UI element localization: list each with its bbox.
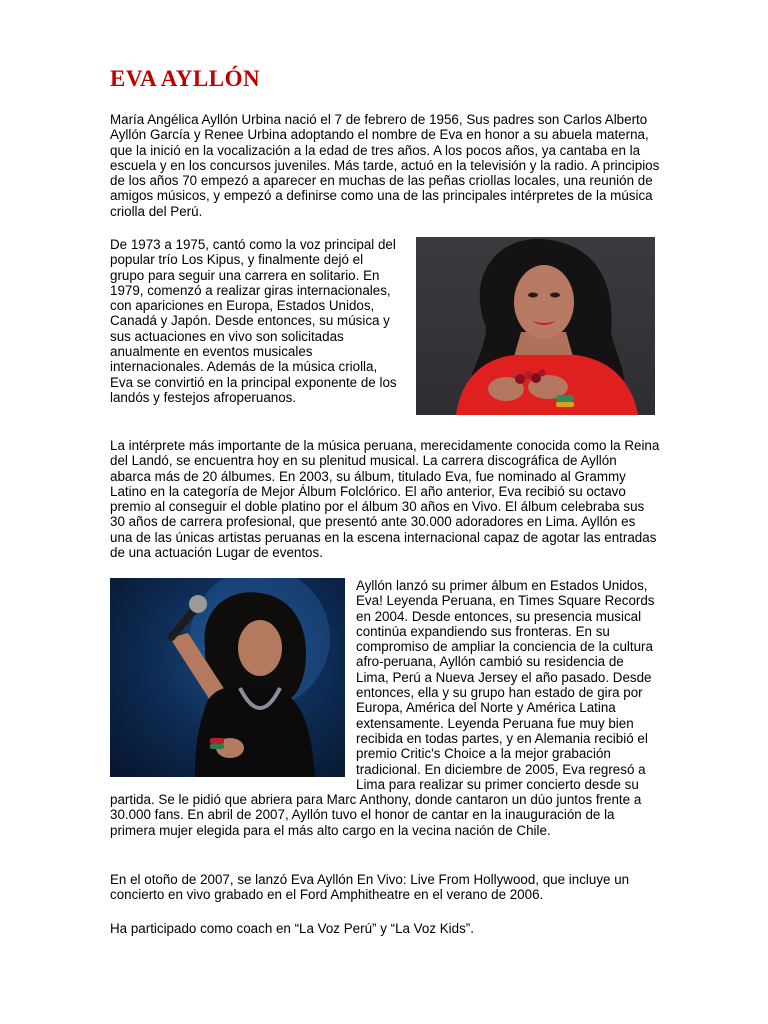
eva-portrait-photo [416,237,655,415]
image-wrap-spacer [110,578,356,778]
paragraph-career-start: De 1973 a 1975, cantó como la voz principal del popular trío Los Kipus, y finalmente dejó el grupo para seguir una carrera en solitario. En 1979, comenzó a realizar giras internacionales, con apariciones en Europa, Estados Unidos, Canadá y Japón. Desde entonces, su música y sus actuaciones en vivo son solicitadas anualmente en eventos musicales internacionales. Además de la música criolla, Eva se convirtió en la principal exponente de los landós y festejos afroperuanos. [110,237,397,405]
paragraph-international-career-text: Ayllón lanzó su primer álbum en Estados Unidos, Eva! Leyenda Peruana, en Times Square Records en 2004. Desde entonces, su presencia musical continúa expandiendo sus fronteras. En su compromiso de ampliar la conciencia de la cultura afro-peruana, Ayllón cambió su residencia de Lima, Perú a Nueva Jersey el año pasado. Desde entonces, ella y su grupo han estado de gira por Europa, América del Norte y América Latina extensamente. Leyenda Peruana fue muy bien recibida en todas partes, y en Alemania recibió el premio Critic's Choice a la mejor grabación tradicional. En diciembre de 2005, Eva regresó a Lima para realizar su primer concierto desde su partida. Se le pidió que abriera para Marc Anthony, donde cantaron un dúo juntos frente a 30.000 fans. En abril de 2007, Ayllón tuvo el honor de cantar en la inauguración de la primera mujer elegida para el más alto cargo en la vecina nación de Chile. [110,578,655,838]
paragraph-live-album: En el otoño de 2007, se lanzó Eva Ayllón En Vivo: Live From Hollywood, que incluye un concierto en vivo grabado en el Ford Amphitheatre en el verano de 2006. [110,872,630,903]
paragraph-discography: La intérprete más importante de la música peruana, merecidamente conocida como la Reina del Landó, se encuentra hoy en su plenitud musical. La carrera discográfica de Ayllón abarca más de 20 álbumes. En 2003, su álbum, titulado Eva, fue nominado al Grammy Latino en la categoría de Mejor Álbum Folclórico. El año anterior, Eva recibió su octavo premio al conseguir el doble platino por el álbum 30 años en Vivo. El álbum celebraba sus 30 años de carrera profesional, que presentó ante 30.000 adoradores en Lima. Ayllón es una de las únicas artistas peruanas en la escena internacional capaz de agotar las entradas de una actuación Lugar de eventos. [110,438,660,561]
paragraph-international-career [110,578,660,838]
paragraph-biography-intro: María Angélica Ayllón Urbina nació el 7 de febrero de 1956, Sus padres son Carlos Alberto Ayllón García y Renee Urbina adoptando el nombre de Eva en honor a su abuela materna, que la inició en la vocalización a la edad de tres años. A los pocos años, ya cantaba en la escuela y en los concursos juveniles. Más tarde, actuó en la televisión y la radio. A principios de los años 70 empezó a aparecer en muchas de las peñas criollas locales, una reunión de amigos músicos, y empezó a definirse como una de las principales intérpretes de la música criolla del Perú. [110,112,660,219]
page-title: EVA AYLLÓN [110,66,261,91]
paragraph-coach: Ha participado como coach en “La Voz Perú” y “La Voz Kids”. [110,921,474,936]
